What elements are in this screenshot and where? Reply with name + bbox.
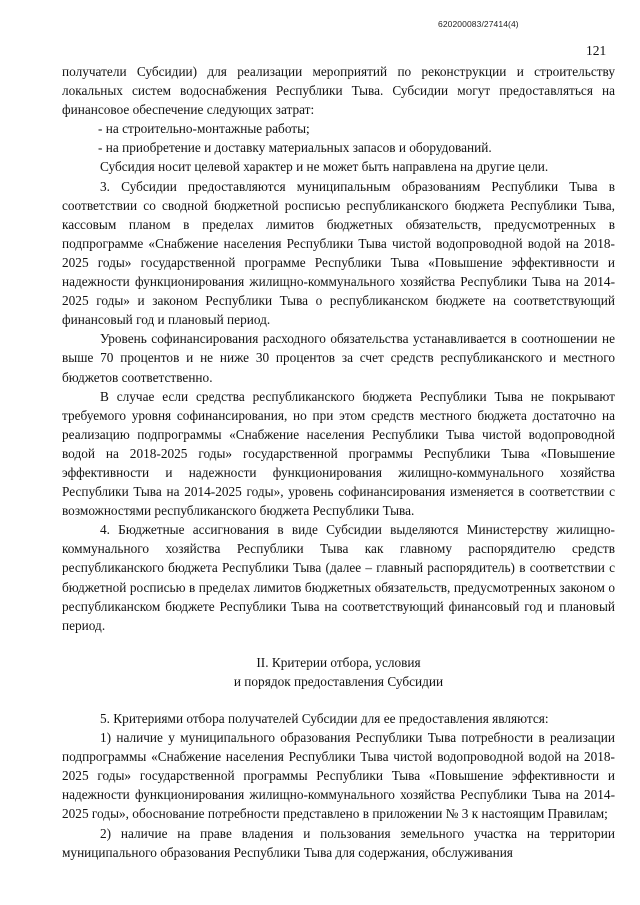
- paragraph: 2) наличие на праве владения и пользования земельного участка на территории муниципального образования Республики Тыва для содержания, обслуживания: [62, 825, 615, 860]
- paragraph: 5. Критериями отбора получателей Субсидии для ее предоставления являются:: [100, 711, 549, 726]
- section-heading: [62, 653, 615, 691]
- paragraph: Субсидия носит целевой характер и не может быть направлена на другие цели.: [100, 159, 549, 175]
- paragraph: получатели Субсидии) для реализации мероприятий по реконструкции и строительству локальных систем водоснабжения Республики Тыва. Субсидии могут предоставляться на финансовое обеспечение следующих затрат:: [62, 64, 615, 118]
- paragraph: 1) наличие у муниципального образования Республики Тыва потребности в реализации подпрограммы «Снабжение населения Республики Тыва чистой водопроводной водой на 2018-2025 годы» государственной программы Республики Тыва «Повышение эффективности и надежности функционирования жилищно-коммунального хозяйства Республики Тыва на 2014-2025 годы», обоснование потребности представлено в приложении № 3 к настоящим Правилам;: [62, 730, 615, 822]
- paragraph: 3. Субсидии предоставляются муниципальным образованиям Республики Тыва в соответствии со сводной бюджетной росписью республиканского бюджета Республики Тыва, кассовым планом в пределах лимитов бюджетных обязательств, предусмотренных в подпрограмме «Снабжение населения Республики Тыва чистой водопроводной водой на 2018-2025 годы» государственной программе Республики Тыва «Повышение эффективности и надежности функционирования жилищно-коммунального хозяйства Республики Тыва на 2014-2025 годы» и законом Республики Тыва о республиканском бюджете на соответствующий финансовый год и плановый период.: [62, 178, 615, 328]
- document-code: 620200083/27414(4): [438, 19, 519, 29]
- section-heading-line: и порядок предоставления Субсидии: [233, 673, 444, 689]
- document-body: [62, 62, 615, 862]
- paragraph: 4. Бюджетные ассигнования в виде Субсидии выделяются Министерству жилищно-коммунального хозяйства Республики Тыва как главному распорядителю средств республиканского бюджета Республики Тыва (далее – главный распорядитель) в соответствии с бюджетной росписью в пределах лимитов бюджетных обязательств, предусмотренных законом о республиканском бюджете Республики Тыва на соответствующий финансовый год и плановый период.: [62, 522, 615, 633]
- list-item: - на строительно-монтажные работы;: [98, 121, 310, 137]
- section-heading-line: II. Критерии отбора, условия: [256, 654, 421, 670]
- paragraph: В случае если средства республиканского бюджета Республики Тыва не покрывают требуемого уровня софинансирования, но при этом средств местного бюджета достаточно на реализацию подпрограммы «Снабжение населения Республики Тыва чистой водопроводной водой на 2018-2025 годы» государственной программы Республики Тыва «Повышение эффективности и надежности функционирования жилищно-коммунального хозяйства Республики Тыва на 2014-2025 годы», уровень софинансирования изменяется в соответствии с возможностями республиканского бюджета Республики Тыва.: [62, 388, 615, 519]
- paragraph: Уровень софинансирования расходного обязательства устанавливается в соотношении не выше 70 процентов и не ниже 30 процентов за счет средств республиканского и местного бюджетов соответственно.: [62, 331, 615, 385]
- page-number: 121: [586, 43, 607, 58]
- list-item: - на приобретение и доставку материальных запасов и оборудований.: [98, 140, 492, 156]
